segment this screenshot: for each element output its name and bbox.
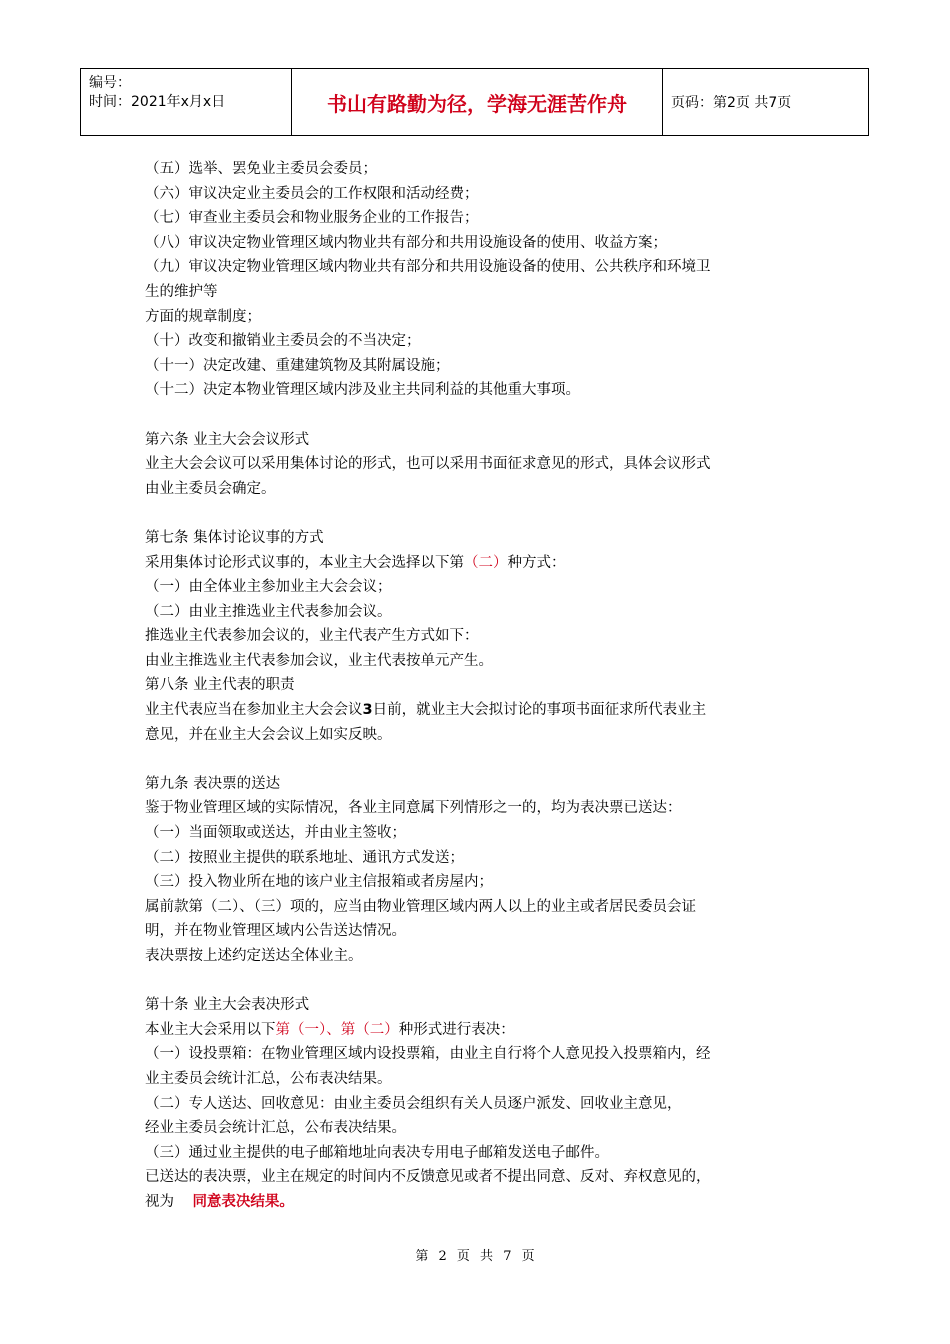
text-line: （三）通过业主提供的电子邮箱地址向表决专用电子邮箱发送电子邮件。 bbox=[145, 1144, 609, 1161]
days-number: 3 bbox=[362, 702, 373, 719]
text-line: （五）选举、罢免业主委员会委员； bbox=[145, 161, 377, 177]
text-line: 生的维护等 bbox=[145, 283, 218, 300]
header-page-label: 页码：第2页 共7页 bbox=[663, 69, 869, 136]
text-line: （二）按照业主提供的联系地址、通讯方式发送； bbox=[145, 849, 464, 866]
article-heading: 第七条 集体讨论议事的方式 bbox=[145, 529, 324, 546]
selected-option: （二） bbox=[464, 554, 508, 571]
page-footer: 第 2 页 共 7 页 bbox=[415, 1249, 535, 1264]
text-line: （一）当面领取或送达，并由业主签收； bbox=[145, 825, 406, 842]
text-line: （十二）决定本物业管理区域内涉及业主共同利益的其他重大事项。 bbox=[145, 382, 580, 399]
article-heading: 第十条 业主大会表决形式 bbox=[145, 997, 310, 1014]
text-line: 属前款第（二）、（三）项的，应当由物业管理区域内两人以上的业主或者居民委员会证 bbox=[145, 898, 696, 915]
selected-option: 第（一）、第（二） bbox=[275, 1021, 399, 1038]
text-segment: 视为 bbox=[145, 1193, 174, 1210]
text-segment: 业主代表应当在参加业主大会会议 bbox=[145, 702, 363, 719]
text-line: 方面的规章制度； bbox=[145, 308, 261, 325]
text-line: （二）专人送达、回收意见：由业主委员会组织有关人员逐户派发、回收业主意见， bbox=[145, 1095, 682, 1112]
header-motto: 书山有路勤为径，学海无涯苦作舟 bbox=[292, 69, 663, 136]
text-line bbox=[145, 1190, 815, 1215]
text-line: 意见，并在业主大会会议上如实反映。 bbox=[145, 726, 392, 743]
text-line: 业主大会会议可以采用集体讨论的形式，也可以采用书面征求意见的形式，具体会议形式 bbox=[145, 456, 711, 473]
paragraph-gap bbox=[145, 969, 815, 994]
text-line: （一）由全体业主参加业主大会会议； bbox=[145, 579, 392, 596]
article-heading: 第八条 业主代表的职责 bbox=[145, 677, 295, 694]
text-segment: 种形式进行表决： bbox=[398, 1021, 515, 1038]
text-line: （七）审查业主委员会和物业服务企业的工作报告； bbox=[145, 210, 479, 227]
text-line bbox=[145, 698, 815, 723]
text-segment: 种方式： bbox=[507, 554, 566, 571]
text-line: 经业主委员会统计汇总，公布表决结果。 bbox=[145, 1120, 406, 1137]
document-body bbox=[145, 157, 815, 1215]
text-line: （二）由业主推选业主代表参加会议。 bbox=[145, 603, 392, 620]
text-line: 鉴于物业管理区域的实际情况，各业主同意属下列情形之一的，均为表决票已送达： bbox=[145, 800, 682, 817]
text-line: 由业主委员会确定。 bbox=[145, 480, 276, 497]
paragraph-gap bbox=[145, 403, 815, 428]
text-line: 推选业主代表参加会议的，业主代表产生方式如下： bbox=[145, 628, 479, 645]
text-line: （九）审议决定物业管理区域内物业共有部分和共用设施设备的使用、公共秩序和环境卫 bbox=[145, 259, 711, 276]
text-line bbox=[145, 1018, 815, 1043]
text-line: 明，并在物业管理区域内公告送达情况。 bbox=[145, 923, 406, 940]
article-heading: 第九条 表决票的送达 bbox=[145, 775, 281, 792]
text-line: 业主委员会统计汇总，公布表决结果。 bbox=[145, 1070, 392, 1087]
selected-option: 同意表决结果。 bbox=[192, 1193, 294, 1210]
text-line bbox=[145, 551, 815, 576]
text-line: （一）设投票箱：在物业管理区域内设投票箱，由业主自行将个人意见投入投票箱内，经 bbox=[145, 1046, 711, 1063]
text-line: 由业主推选业主代表参加会议，业主代表按单元产生。 bbox=[145, 652, 493, 669]
text-segment: 本业主大会采用以下 bbox=[145, 1021, 276, 1038]
header-left-cell bbox=[81, 69, 292, 136]
document-date-label: 时间：2021年x月x日 bbox=[89, 94, 226, 110]
text-line: （十）改变和撤销业主委员会的不当决定； bbox=[145, 333, 421, 350]
text-line: 表决票按上述约定送达全体业主。 bbox=[145, 948, 363, 964]
text-line: 已送达的表决票，业主在规定的时间内不反馈意见或者不提出同意、反对、弃权意见的， bbox=[145, 1169, 711, 1186]
paragraph-gap bbox=[145, 501, 815, 526]
article-heading: 第六条 业主大会会议形式 bbox=[145, 431, 310, 448]
paragraph-gap bbox=[145, 747, 815, 772]
document-number-label: 编号： bbox=[89, 75, 131, 91]
text-segment: 采用集体讨论形式议事的，本业主大会选择以下第 bbox=[145, 554, 464, 571]
text-line: （八）审议决定物业管理区域内物业共有部分和共用设施设备的使用、收益方案； bbox=[145, 234, 667, 251]
header-table bbox=[80, 68, 869, 136]
text-segment: 日前，就业主大会拟讨论的事项书面征求所代表业主 bbox=[372, 702, 707, 719]
text-line: （十一）决定改建、重建建筑物及其附属设施； bbox=[145, 357, 450, 374]
text-line: （三）投入物业所在地的该户业主信报箱或者房屋内； bbox=[145, 874, 493, 891]
text-line: （六）审议决定业主委员会的工作权限和活动经费； bbox=[145, 185, 479, 202]
